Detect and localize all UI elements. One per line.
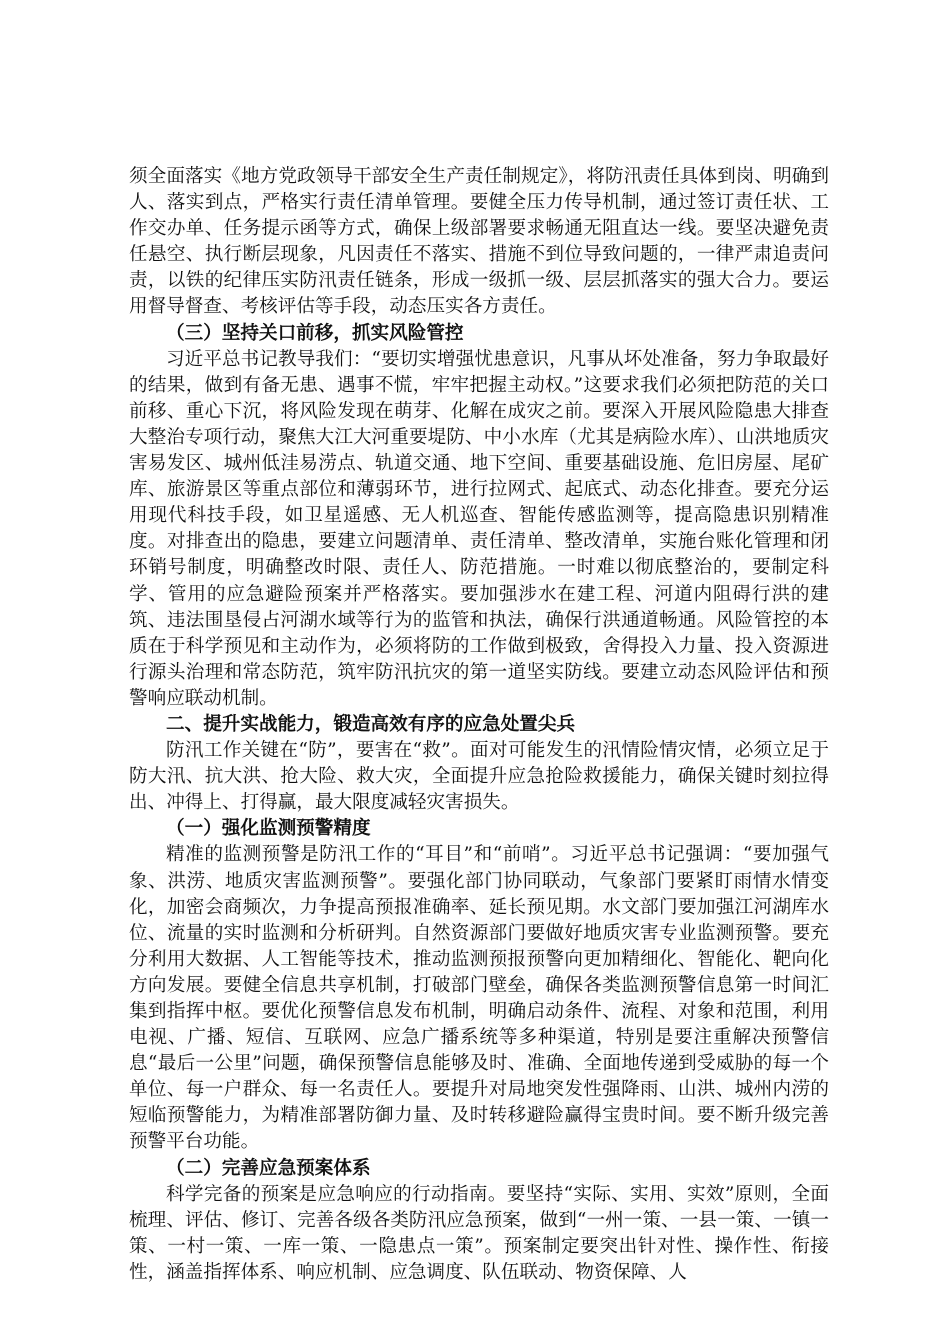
- section-heading: （三）坚持关口前移，抓实风险管控: [166, 322, 464, 344]
- chapter-heading: 二、提升实战能力，锻造高效有序的应急处置尖兵: [166, 713, 576, 735]
- section-heading: （二）完善应急预案体系: [166, 1157, 371, 1179]
- body-paragraph: 须全面落实《地方党政领导干部安全生产责任制规定》，将防汛责任具体到岗、明确到人、落实到点，严格实行责任清单管理。要健全压力传导机制，通过签订责任状、工作交办单、任务提示函等方式，确保上级部署要求畅通无阻直达一线。要坚决避免责任悬空、执行断层现象，凡因责任不落实、措施不到位导致问题的，一律严肃追责问责，以铁的纪律压实防汛责任链条，形成一级抓一级、层层抓落实的强大合力。要运用督导督查、考核评估等手段，动态压实各方责任。: [129, 166, 829, 318]
- document-page: [129, 164, 829, 1286]
- body-paragraph: 习近平总书记教导我们：“要切实增强忧患意识，凡事从坏处准备，努力争取最好的结果，做到有备无患、遇事不慌，牢牢把握主动权。”这要求我们必须把防范的关口前移、重心下沉，将风险发现在萌芽、化解在成灾之前。要深入开展风险隐患大排查大整治专项行动，聚焦大江大河重要堤防、中小水库（尤其是病险水库）、山洪地质灾害易发区、城州低洼易涝点、轨道交通、地下空间、重要基础设施、危旧房屋、尾矿库、旅游景区等重点部位和薄弱环节，进行拉网式、起底式、动态化排查。要充分运用现代科技手段，如卫星遥感、无人机巡查、智能传感监测等，提高隐患识别精准度。对排查出的隐患，要建立问题清单、责任清单、整改清单，实施台账化管理和闭环销号制度，明确整改时限、责任人、防范措施。一时难以彻底整治的，要制定科学、管用的应急避险预案并严格落实。要加强涉水在建工程、河道内阻碍行洪的建筑、违法围垦侵占河湖水域等行为的监管和执法，确保行洪通道畅通。风险管控的本质在于科学预见和主动作为，必须将防的工作做到极致，舍得投入力量、投入资源进行源头治理和常态防范，筑牢防汛抗灾的第一道坚实防线。要建立动态风险评估和预警响应联动机制。: [129, 348, 829, 709]
- section-heading: （一）强化监测预警精度: [166, 818, 371, 840]
- body-paragraph: 防汛工作关键在“防”，要害在“救”。面对可能发生的汛情险情灾情，必须立足于防大汛、抗大洪、抢大险、救大灾，全面提升应急抢险救援能力，确保关键时刻拉得出、冲得上、打得赢，最大限度减轻灾害损失。: [129, 740, 829, 814]
- body-paragraph: 精准的监测预警是防汛工作的“耳目”和“前哨”。习近平总书记强调：“要加强气象、洪涝、地质灾害监测预警”。要强化部门协同联动，气象部门要紧盯雨情水情变化，加密会商频次，力争提高预报准确率、延长预见期。水文部门要加强江河湖库水位、流量的实时监测和分析研判。自然资源部门要做好地质灾害专业监测预警。要充分利用大数据、人工智能等技术，推动监测预报预警向更加精细化、智能化、靶向化方向发展。要健全信息共享机制，打破部门壁垒，确保各类监测预警信息第一时间汇集到指挥中枢。要优化预警信息发布机制，明确启动条件、流程、对象和范围，利用电视、广播、短信、互联网、应急广播系统等多种渠道，特别是要注重解决预警信息“最后一公里”问题，确保预警信息能够及时、准确、全面地传递到受威胁的每一个单位、每一户群众、每一名责任人。要提升对局地突发性强降雨、山洪、城州内涝的短临预警能力，为精准部署防御力量、及时转移避险赢得宝贵时间。要不断升级完善预警平台功能。: [129, 844, 829, 1153]
- body-paragraph: 科学完备的预案是应急响应的行动指南。要坚持“实际、实用、实效”原则，全面梳理、评估、修订、完善各级各类防汛应急预案，做到“一州一策、一县一策、一镇一策、一村一策、一库一策、一隐患点一策”。预案制定要突出针对性、操作性、衔接性，涵盖指挥体系、响应机制、应急调度、队伍联动、物资保障、人: [129, 1183, 829, 1283]
